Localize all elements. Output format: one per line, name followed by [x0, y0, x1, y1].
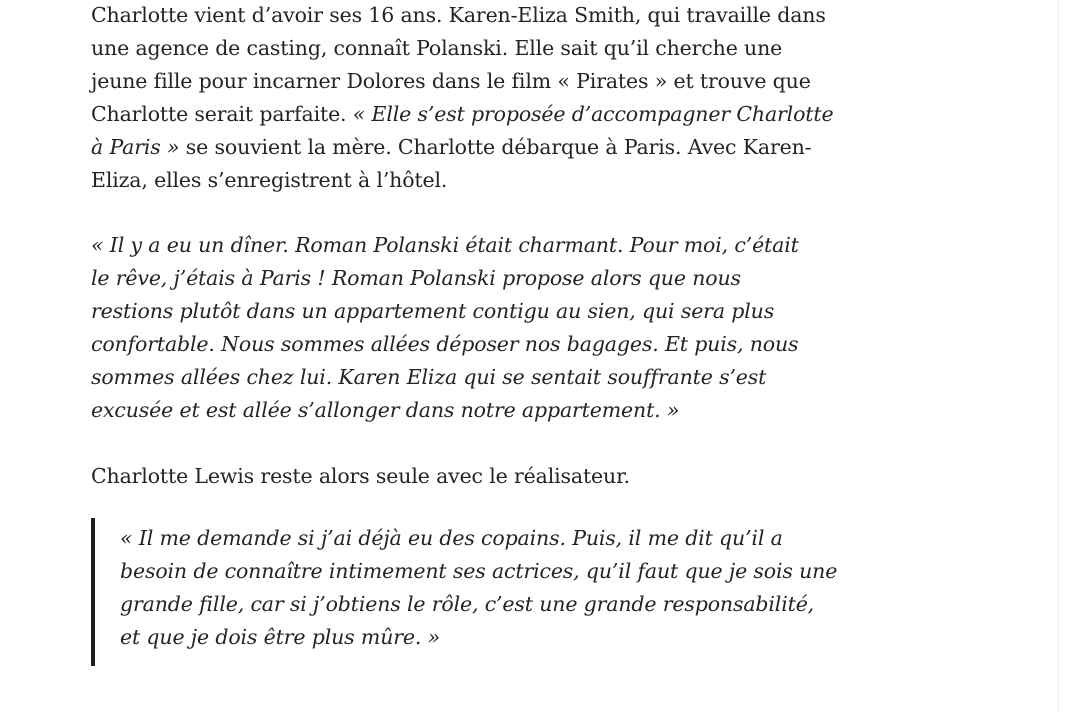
text-line: restions plutôt dans un appartement contigu au sien, qui sera plus — [91, 299, 775, 323]
text-line-mixed — [91, 98, 833, 131]
text-line: grande fille, car si j’obtiens le rôle, c’est une grande responsabilité, — [120, 592, 815, 616]
text-line: « Il me demande si j’ai déjà eu des copains. Puis, il me dit qu’il a — [120, 526, 783, 550]
scrollbar-track[interactable] — [1058, 0, 1076, 712]
text-line: Charlotte vient d’avoir ses 16 ans. Karen-Eliza Smith, qui travaille dans — [91, 3, 826, 27]
text-segment: Charlotte serait parfaite. — [91, 102, 353, 126]
paragraph-quote-dinner — [91, 229, 799, 427]
text-line: le rêve, j’étais à Paris ! Roman Polanski propose alors que nous — [91, 266, 741, 290]
text-segment: se souvient la mère. Charlotte débarque à Paris. Avec Karen- — [179, 135, 812, 159]
blockquote-bar — [91, 518, 95, 666]
quoted-text-segment: « Elle s’est proposée d’accompagner Charlotte — [352, 102, 834, 126]
text-line: Charlotte Lewis reste alors seule avec le réalisateur. — [91, 464, 630, 488]
text-line: et que je dois être plus mûre. » — [120, 625, 441, 649]
blockquote-text — [120, 522, 837, 654]
quoted-text-segment: à Paris » — [91, 135, 180, 159]
text-line: besoin de connaître intimement ses actrices, qu’il faut que je sois une — [120, 559, 838, 583]
text-line: jeune fille pour incarner Dolores dans le film « Pirates » et trouve que — [91, 69, 811, 93]
text-line: une agence de casting, connaît Polanski. Elle sait qu’il cherche une — [91, 36, 783, 60]
text-line: confortable. Nous sommes allées déposer nos bagages. Et puis, nous — [91, 332, 799, 356]
paragraph-alone — [91, 460, 630, 493]
text-line: Eliza, elles s’enregistrent à l’hôtel. — [91, 168, 448, 192]
text-line: sommes allées chez lui. Karen Eliza qui se sentait souffrante s’est — [91, 365, 767, 389]
text-line: « Il y a eu un dîner. Roman Polanski était charmant. Pour moi, c’était — [91, 233, 799, 257]
text-line-mixed — [91, 131, 833, 164]
blockquote — [91, 518, 881, 666]
paragraph-intro — [91, 0, 833, 197]
text-line: excusée et est allée s’allonger dans notre appartement. » — [91, 398, 680, 422]
